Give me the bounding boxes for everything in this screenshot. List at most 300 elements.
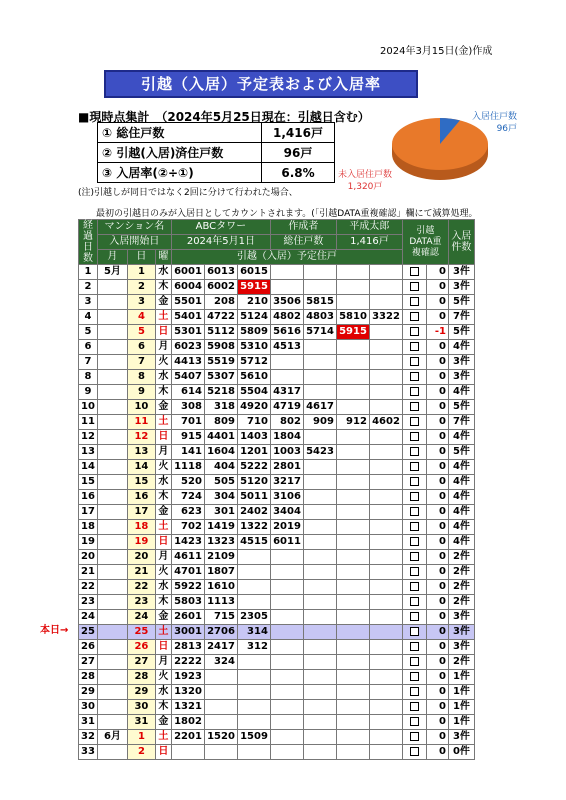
dup-checkbox[interactable] [410,372,419,381]
row-day: 6 [127,340,155,355]
unit-cell: 210 [237,295,270,310]
dup-value: 0 [426,370,448,385]
header-month: 月 [97,250,127,265]
row-count: 4件 [448,520,474,535]
unit-cell [303,655,336,670]
unit-cell [336,475,369,490]
row-day: 4 [127,310,155,325]
table-row [79,700,475,715]
dup-checkbox[interactable] [410,732,419,741]
unit-cell [369,430,402,445]
row-day: 16 [127,490,155,505]
dup-checkbox-cell[interactable] [402,610,426,625]
dup-checkbox[interactable] [410,312,419,321]
row-month [97,295,127,310]
unit-cell [369,625,402,640]
unit-cell [369,475,402,490]
unit-cell: 5809 [237,325,270,340]
unit-cell [369,580,402,595]
row-month: 6月 [97,730,127,745]
summary-label: ① 総住戸数 [98,123,262,143]
dup-checkbox[interactable] [410,582,419,591]
unit-cell [303,595,336,610]
unit-cell: 1802 [171,715,204,730]
dup-checkbox[interactable] [410,402,419,411]
dup-checkbox-cell[interactable] [402,565,426,580]
dup-checkbox-cell[interactable] [402,370,426,385]
unit-cell: 304 [204,490,237,505]
dup-checkbox[interactable] [410,657,419,666]
dup-checkbox-cell[interactable] [402,475,426,490]
unit-cell: 5307 [204,370,237,385]
unit-cell [204,715,237,730]
dup-checkbox[interactable] [410,702,419,711]
unit-cell: 909 [303,415,336,430]
dup-checkbox-cell[interactable] [402,265,426,280]
unit-cell [237,715,270,730]
unit-cell: 724 [171,490,204,505]
unit-cell [369,445,402,460]
dup-checkbox[interactable] [410,357,419,366]
unit-cell: 4513 [270,340,303,355]
dup-checkbox-cell[interactable] [402,325,426,340]
row-number: 29 [79,685,98,700]
header-keika: 経過日数 [79,220,98,265]
unit-cell [336,655,369,670]
header-dup-check: 引越DATA重複確認 [402,220,448,265]
row-number: 16 [79,490,98,505]
dup-checkbox[interactable] [410,522,419,531]
unit-cell: 1423 [171,535,204,550]
schedule-table [78,219,475,760]
dup-value: 0 [426,580,448,595]
unit-cell: 5712 [237,355,270,370]
dup-checkbox[interactable] [410,342,419,351]
unit-cell: 5218 [204,385,237,400]
row-day: 1 [127,730,155,745]
table-row [79,385,475,400]
row-day: 5 [127,325,155,340]
unit-cell: 1113 [204,595,237,610]
unit-cell: 5922 [171,580,204,595]
unit-cell [336,685,369,700]
unit-cell: 208 [204,295,237,310]
dup-checkbox[interactable] [410,297,419,306]
unit-cell [369,355,402,370]
row-count: 5件 [448,295,474,310]
dup-checkbox-cell[interactable] [402,685,426,700]
unit-cell [369,610,402,625]
row-month [97,370,127,385]
row-day: 21 [127,565,155,580]
unit-cell [336,340,369,355]
header-dow: 曜 [155,250,171,265]
dup-checkbox[interactable] [410,387,419,396]
unit-cell: 5803 [171,595,204,610]
unit-cell: 6015 [237,265,270,280]
unit-cell: 324 [204,655,237,670]
dup-checkbox-cell[interactable] [402,505,426,520]
dup-checkbox-cell[interactable] [402,415,426,430]
dup-checkbox[interactable] [410,687,419,696]
table-row [79,310,475,325]
row-number: 15 [79,475,98,490]
row-count: 7件 [448,415,474,430]
row-month [97,355,127,370]
row-month [97,490,127,505]
dup-checkbox[interactable] [410,282,419,291]
row-number: 28 [79,670,98,685]
dup-checkbox-cell[interactable] [402,490,426,505]
dup-checkbox-cell[interactable] [402,445,426,460]
dup-value: 0 [426,655,448,670]
dup-value: 0 [426,640,448,655]
row-count: 5件 [448,445,474,460]
dup-checkbox[interactable] [410,612,419,621]
table-row [79,685,475,700]
row-month [97,625,127,640]
unit-cell [369,670,402,685]
row-number: 10 [79,400,98,415]
summary-label: ② 引越(入居)済住戸数 [98,143,262,163]
unit-cell [270,610,303,625]
row-number: 27 [79,655,98,670]
table-row [79,265,475,280]
dup-value: 0 [426,430,448,445]
dup-checkbox[interactable] [410,417,419,426]
unit-cell [204,745,237,760]
unit-cell [336,460,369,475]
header-mansion: マンション名 [97,220,171,235]
summary-heading: ■現時点集計 （2024年5月25日現在：引越日含む） [78,110,370,124]
row-weekday: 金 [155,295,171,310]
unit-cell: 809 [204,415,237,430]
row-month [97,475,127,490]
row-weekday: 日 [155,535,171,550]
row-day: 13 [127,445,155,460]
row-day: 2 [127,280,155,295]
dup-checkbox-cell[interactable] [402,430,426,445]
row-month [97,715,127,730]
row-count: 3件 [448,640,474,655]
row-count: 1件 [448,700,474,715]
unit-cell: 1322 [237,520,270,535]
table-row [79,640,475,655]
unit-cell [303,625,336,640]
unit-cell: 5714 [303,325,336,340]
unit-cell: 1118 [171,460,204,475]
dup-value: 0 [426,550,448,565]
row-month [97,400,127,415]
unit-cell [204,700,237,715]
unit-cell: 3217 [270,475,303,490]
row-count: 5件 [448,400,474,415]
unit-cell [369,700,402,715]
unit-cell: 702 [171,520,204,535]
row-day: 29 [127,685,155,700]
row-number: 19 [79,535,98,550]
row-month [97,640,127,655]
row-count: 3件 [448,610,474,625]
dup-checkbox[interactable] [410,567,419,576]
unit-cell: 6004 [171,280,204,295]
unit-cell: 4317 [270,385,303,400]
unit-cell [336,640,369,655]
row-number: 32 [79,730,98,745]
dup-checkbox[interactable] [410,597,419,606]
row-count: 2件 [448,550,474,565]
table-row [79,340,475,355]
unit-cell [336,490,369,505]
unit-cell: 6001 [171,265,204,280]
row-weekday: 水 [155,685,171,700]
unit-cell [369,490,402,505]
row-month [97,310,127,325]
unit-cell [303,700,336,715]
row-number: 1 [79,265,98,280]
unit-cell [270,670,303,685]
row-day: 22 [127,580,155,595]
unit-cell: 6011 [270,535,303,550]
row-number: 30 [79,700,98,715]
dup-checkbox-cell[interactable] [402,670,426,685]
row-count: 4件 [448,340,474,355]
row-month [97,535,127,550]
row-day: 11 [127,415,155,430]
dup-value: 0 [426,355,448,370]
dup-checkbox[interactable] [410,447,419,456]
unit-cell: 308 [171,400,204,415]
dup-checkbox-cell[interactable] [402,580,426,595]
dup-checkbox-cell[interactable] [402,310,426,325]
dup-checkbox-cell[interactable] [402,745,426,760]
dup-checkbox-cell[interactable] [402,730,426,745]
row-number: 20 [79,550,98,565]
dup-checkbox-cell[interactable] [402,355,426,370]
dup-value: 0 [426,715,448,730]
unit-cell: 1323 [204,535,237,550]
unit-cell: 1419 [204,520,237,535]
row-day: 25 [127,625,155,640]
unit-cell [303,745,336,760]
unit-cell: 1509 [237,730,270,745]
unit-cell [303,430,336,445]
unit-cell: 4722 [204,310,237,325]
dup-checkbox-cell[interactable] [402,460,426,475]
unit-cell [270,715,303,730]
unit-cell: 505 [204,475,237,490]
row-month [97,700,127,715]
unit-cell: 2801 [270,460,303,475]
page-title: 引越（入居）予定表および入居率 [104,70,418,98]
row-month [97,445,127,460]
unit-cell: 2417 [204,640,237,655]
row-count: 4件 [448,535,474,550]
dup-checkbox[interactable] [410,432,419,441]
table-row [79,505,475,520]
unit-cell [237,565,270,580]
row-day: 24 [127,610,155,625]
unit-cell: 1923 [171,670,204,685]
unit-cell: 141 [171,445,204,460]
unit-cell [303,580,336,595]
row-weekday: 月 [155,340,171,355]
dup-value: 0 [426,625,448,640]
dup-value: 0 [426,460,448,475]
dup-value: 0 [426,520,448,535]
unit-cell [303,550,336,565]
row-day: 12 [127,430,155,445]
unit-cell [369,280,402,295]
row-number: 23 [79,595,98,610]
unit-cell [369,730,402,745]
row-day: 23 [127,595,155,610]
unit-cell: 5610 [237,370,270,385]
unit-cell [237,745,270,760]
unit-cell [303,475,336,490]
unit-cell: 3404 [270,505,303,520]
table-row [79,565,475,580]
dup-value: 0 [426,475,448,490]
today-marker: 本日→ [40,625,69,636]
unit-cell: 5011 [237,490,270,505]
unit-cell [303,490,336,505]
header-abc: ABCタワー [171,220,270,235]
dup-checkbox-cell[interactable] [402,385,426,400]
dup-checkbox-cell[interactable] [402,595,426,610]
dup-checkbox-cell[interactable] [402,280,426,295]
unit-cell: 404 [204,460,237,475]
dup-value: 0 [426,730,448,745]
row-month [97,340,127,355]
row-month [97,595,127,610]
unit-cell: 6023 [171,340,204,355]
row-day: 10 [127,400,155,415]
row-month [97,505,127,520]
dup-checkbox[interactable] [410,747,419,756]
row-count: 3件 [448,370,474,385]
dup-checkbox[interactable] [410,267,419,276]
unit-cell: 1320 [171,685,204,700]
unit-cell: 3322 [369,310,402,325]
row-day: 30 [127,700,155,715]
dup-checkbox[interactable] [410,642,419,651]
unit-cell [369,295,402,310]
dup-checkbox-cell[interactable] [402,550,426,565]
unit-cell: 2222 [171,655,204,670]
dup-checkbox[interactable] [410,462,419,471]
dup-checkbox-cell[interactable] [402,640,426,655]
unit-cell: 5908 [204,340,237,355]
row-number: 14 [79,460,98,475]
dup-checkbox[interactable] [410,477,419,486]
table-row [79,445,475,460]
dup-checkbox[interactable] [410,537,419,546]
unit-cell: 5124 [237,310,270,325]
unit-cell [336,715,369,730]
unit-cell: 5815 [303,295,336,310]
unit-cell [336,430,369,445]
unit-cell [303,610,336,625]
unit-cell: 3506 [270,295,303,310]
table-row [79,730,475,745]
unit-cell [237,580,270,595]
table-row [79,715,475,730]
unit-cell [369,595,402,610]
unit-cell: 2109 [204,550,237,565]
dup-checkbox-cell[interactable] [402,625,426,640]
table-row [79,655,475,670]
dup-checkbox[interactable] [410,717,419,726]
unit-cell: 3001 [171,625,204,640]
dup-checkbox-cell[interactable] [402,655,426,670]
row-number: 9 [79,385,98,400]
row-day: 17 [127,505,155,520]
unit-cell: 4920 [237,400,270,415]
dup-checkbox[interactable] [410,627,419,636]
dup-checkbox-cell[interactable] [402,535,426,550]
unit-cell [336,505,369,520]
unit-cell: 3106 [270,490,303,505]
unit-cell [270,550,303,565]
table-row [79,295,475,310]
dup-checkbox-cell[interactable] [402,340,426,355]
row-day: 19 [127,535,155,550]
unit-cell: 1604 [204,445,237,460]
pie-label-unmoved-text: 未入居住戸数 [338,170,393,180]
dup-checkbox-cell[interactable] [402,520,426,535]
unit-cell [270,370,303,385]
dup-checkbox-cell[interactable] [402,700,426,715]
dup-value: -1 [426,325,448,340]
table-row [79,580,475,595]
unit-cell [303,640,336,655]
row-weekday: 水 [155,265,171,280]
dup-checkbox[interactable] [410,672,419,681]
unit-cell [369,640,402,655]
dup-checkbox-cell[interactable] [402,715,426,730]
unit-cell [336,625,369,640]
unit-cell [336,595,369,610]
unit-cell [270,265,303,280]
unit-cell: 5310 [237,340,270,355]
dup-checkbox-cell[interactable] [402,295,426,310]
row-number: 7 [79,355,98,370]
dup-value: 0 [426,445,448,460]
row-weekday: 木 [155,490,171,505]
unit-cell: 1610 [204,580,237,595]
dup-checkbox[interactable] [410,552,419,561]
row-weekday: 日 [155,430,171,445]
unit-cell [270,685,303,700]
unit-cell [270,625,303,640]
dup-checkbox[interactable] [410,327,419,336]
row-number: 13 [79,445,98,460]
row-month [97,280,127,295]
dup-checkbox[interactable] [410,492,419,501]
row-count: 3件 [448,730,474,745]
dup-checkbox-cell[interactable] [402,400,426,415]
unit-cell [270,655,303,670]
unit-cell [336,385,369,400]
unit-cell [270,280,303,295]
unit-cell [369,715,402,730]
unit-cell: 5915 [237,280,270,295]
row-count: 4件 [448,385,474,400]
dup-checkbox[interactable] [410,507,419,516]
unit-cell [369,565,402,580]
row-weekday: 火 [155,460,171,475]
